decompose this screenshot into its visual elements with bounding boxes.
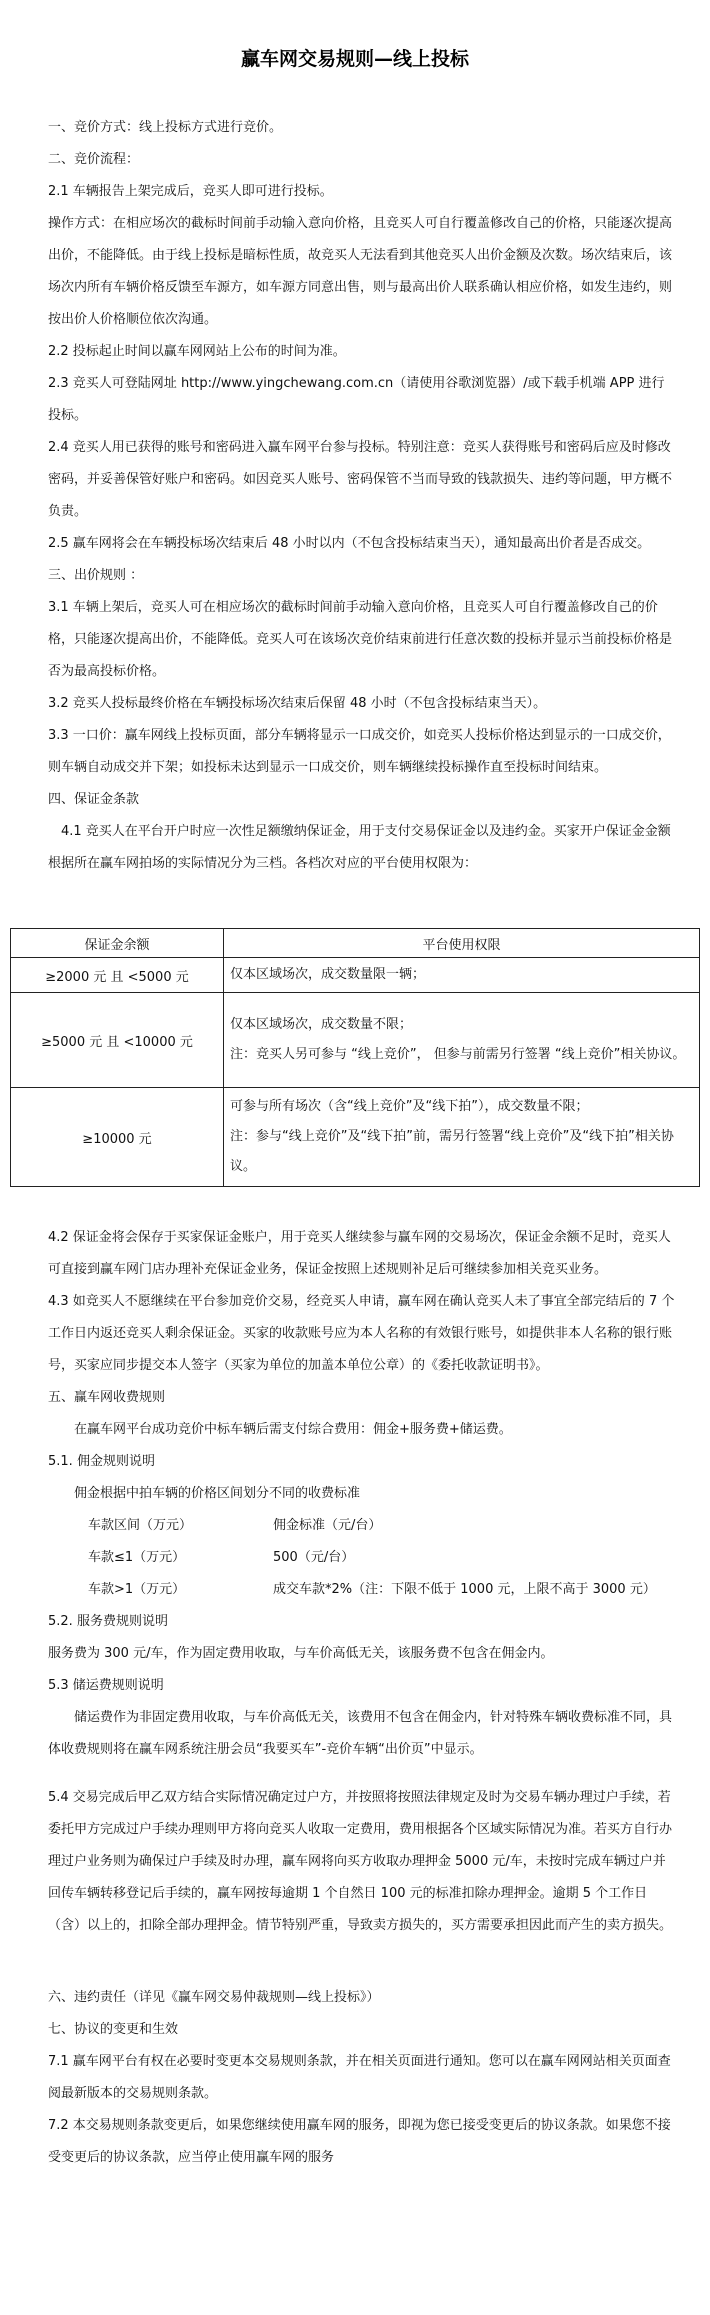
fee-standard: 佣金标准（元/台） bbox=[273, 1518, 382, 1533]
column-header: 保证金余额 bbox=[11, 929, 224, 958]
paragraph: 一、竞价方式：线上投标方式进行竞价。 bbox=[48, 120, 283, 135]
top-sections bbox=[48, 112, 676, 880]
deposit-amount: ≥10000 元 bbox=[11, 1088, 224, 1187]
fee-row bbox=[48, 1542, 676, 1574]
paragraph: 4.3 如竞买人不愿继续在平台参加竞价交易，经竞买人申请，赢车网在确认竞买人未了事宜全部完结后的 7 个工作日内返还竞买人剩余保证金。买家的收款账号应为本人名称的有效银行账号，如提供非本人名称的银行账号，买家应同步提交本人签字（买家为单位的加盖本单位公章）的《委托收款证明书》。 bbox=[48, 1294, 675, 1373]
paragraph: 六、违约责任（详见《赢车网交易仲裁规则—线上投标》） bbox=[48, 1990, 380, 2005]
paragraph: 储运费作为非固定费用收取，与车价高低无关，该费用不包含在佣金内，针对特殊车辆收费标准不同，具体收费规则将在赢车网系统注册会员“我要买车”-竞价车辆“出价页”中显示。 bbox=[48, 1710, 673, 1757]
paragraph: 5.1. 佣金规则说明 bbox=[48, 1454, 155, 1469]
page-title: 赢车网交易规则—线上投标 bbox=[240, 48, 469, 70]
paragraph: 2.1 车辆报告上架完成后，竞买人即可进行投标。 bbox=[48, 184, 333, 199]
paragraph: 七、协议的变更和生效 bbox=[48, 2022, 179, 2037]
table-row bbox=[11, 958, 700, 993]
permission-line: 注：竞买人另可参与 “线上竞价”， 但参与前需另行签署 “线上竞价”相关协议。 bbox=[230, 1047, 686, 1062]
deposit-table bbox=[10, 928, 700, 1187]
deposit-amount: ≥5000 元 且 <10000 元 bbox=[11, 993, 224, 1088]
table-header-row bbox=[11, 929, 700, 958]
fee-range: 车款区间（万元） bbox=[88, 1518, 193, 1533]
paragraph: 2.3 竞买人可登陆网址 http://www.yingchewang.com.cn（请使用谷歌浏览器）/或下载手机端 APP 进行投标。 bbox=[48, 376, 665, 423]
paragraph: 三、出价规则 ： bbox=[48, 568, 144, 583]
permission-cell bbox=[224, 958, 700, 993]
permission-line: 仅本区域场次，成交数量限一辆； bbox=[230, 967, 426, 982]
paragraph: 在赢车网平台成功竞价中标车辆后需支付综合费用：佣金+服务费+储运费。 bbox=[74, 1422, 512, 1437]
paragraph: 7.2 本交易规则条款变更后，如果您继续使用赢车网的服务，即视为您已接受变更后的协议条款。如果您不接受变更后的协议条款，应当停止使用赢车网的服务 bbox=[48, 2118, 671, 2165]
paragraph: 四、保证金条款 bbox=[48, 792, 140, 807]
fee-range: 车款>1（万元） bbox=[88, 1582, 186, 1597]
paragraph: 二、竞价流程： bbox=[48, 152, 140, 167]
paragraph: 2.4 竞买人用已获得的账号和密码进入赢车网平台参与投标。特别注意：竞买人获得账号和密码后应及时修改密码，并妥善保管好账户和密码。如因竞买人账号、密码保管不当而导致的钱款损失、违约等问题，甲方概不负责。 bbox=[48, 440, 673, 519]
permission-line: 可参与所有场次（含“线上竞价”及“线下拍”），成交数量不限； bbox=[230, 1099, 589, 1114]
table-row bbox=[11, 1088, 700, 1187]
fee-row bbox=[48, 1510, 676, 1542]
paragraph: 5.3 储运费规则说明 bbox=[48, 1678, 164, 1693]
paragraph: 2.2 投标起止时间以赢车网网站上公布的时间为准。 bbox=[48, 344, 346, 359]
fee-standard: 500（元/台） bbox=[273, 1550, 355, 1565]
paragraph: 7.1 赢车网平台有权在必要时变更本交易规则条款，并在相关页面进行通知。您可以在赢车网网站相关页面查阅最新版本的交易规则条款。 bbox=[48, 2054, 671, 2101]
column-header: 平台使用权限 bbox=[224, 929, 700, 958]
paragraph: 操作方式：在相应场次的截标时间前手动输入意向价格，且竞买人可自行覆盖修改自己的价格，只能逐次提高出价，不能降低。由于线上投标是暗标性质，故竞买人无法看到其他竞买人出价金额及次数。场次结束后，该场次内所有车辆价格反馈至车源方，如车源方同意出售，则与最高出价人联系确认相应价格，如发生违约，则按出价人价格顺位依次沟通。 bbox=[48, 216, 673, 327]
paragraph: 5.4 交易完成后甲乙双方结合实际情况确定过户方，并按照将按照法律规定及时为交易车辆办理过户手续，若委托甲方完成过户手续办理则甲方将向竞买人收取一定费用，费用根据各个区域实际情况为准。若买方自行办理过户业务则为确保过户手续及时办理，赢车网将向买方收取办理押金 5000 元/车，未按时完成车辆过户并回传车辆转移登记后手续的，赢车网按每逾期 1 个自然日 100 元的标准扣除办理押金。逾期 5 个工作日（含）以上的，扣除全部办理押金。情节特别严重，导致卖方损失的，买方需要承担因此而产生的卖方损失。 bbox=[48, 1790, 673, 1933]
paragraph: 五、赢车网收费规则 bbox=[48, 1390, 166, 1405]
fee-range: 车款≤1（万元） bbox=[88, 1550, 186, 1565]
table-row bbox=[11, 993, 700, 1088]
lower-sections bbox=[48, 1222, 676, 2174]
paragraph: 3.2 竞买人投标最终价格在车辆投标场次结束后保留 48 小时（不包含投标结束当天）。 bbox=[48, 696, 547, 711]
paragraph: 4.1 竞买人在平台开户时应一次性足额缴纳保证金，用于支付交易保证金以及违约金。买家开户保证金金额根据所在赢车网拍场的实际情况分为三档。各档次对应的平台使用权限为： bbox=[48, 824, 671, 871]
paragraph: 2.5 赢车网将会在车辆投标场次结束后 48 小时以内（不包含投标结束当天），通知最高出价者是否成交。 bbox=[48, 536, 651, 551]
paragraph: 3.3 一口价：赢车网线上投标页面，部分车辆将显示一口成交价，如竞买人投标价格达到显示的一口成交价，则车辆自动成交并下架；如投标未达到显示一口成交价，则车辆继续投标操作直至投标时间结束。 bbox=[48, 728, 671, 775]
paragraph: 服务费为 300 元/车，作为固定费用收取，与车价高低无关，该服务费不包含在佣金内。 bbox=[48, 1646, 554, 1661]
paragraph: 4.2 保证金将会保存于买家保证金账户，用于竞买人继续参与赢车网的交易场次，保证金余额不足时，竞买人可直接到赢车网门店办理补充保证金业务，保证金按照上述规则补足后可继续参加相关竞买业务。 bbox=[48, 1230, 671, 1277]
fee-row bbox=[48, 1574, 676, 1606]
permission-line: 仅本区域场次，成交数量不限； bbox=[230, 1017, 413, 1032]
permission-cell bbox=[224, 993, 700, 1088]
paragraph: 佣金根据中拍车辆的价格区间划分不同的收费标准 bbox=[74, 1486, 361, 1501]
fee-standard: 成交车款*2%（注：下限不低于 1000 元，上限不高于 3000 元） bbox=[273, 1582, 656, 1597]
paragraph: 3.1 车辆上架后，竞买人可在相应场次的截标时间前手动输入意向价格，且竞买人可自行覆盖修改自己的价格，只能逐次提高出价，不能降低。竞买人可在该场次竞价结束前进行任意次数的投标并显示当前投标价格是否为最高投标价格。 bbox=[48, 600, 673, 679]
deposit-amount: ≥2000 元 且 <5000 元 bbox=[11, 958, 224, 993]
permission-cell bbox=[224, 1088, 700, 1187]
paragraph: 5.2. 服务费规则说明 bbox=[48, 1614, 168, 1629]
permission-line: 注：参与“线上竞价”及“线下拍”前，需另行签署“线上竞价”及“线下拍”相关协议。 bbox=[230, 1129, 674, 1174]
